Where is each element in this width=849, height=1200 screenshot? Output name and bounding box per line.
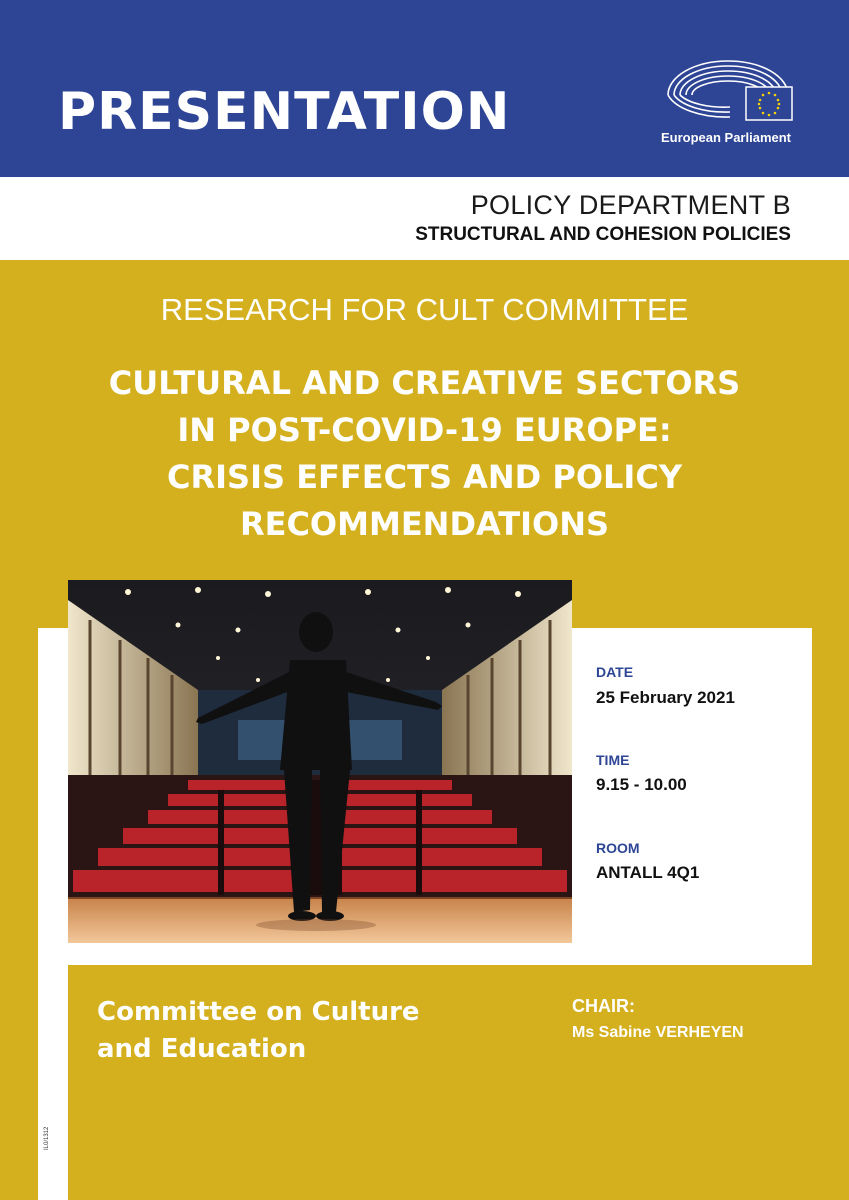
room-value: ANTALL 4Q1 <box>596 863 700 882</box>
committee-line: Committee on Culture <box>97 997 420 1027</box>
department-subtitle: STRUCTURAL AND COHESION POLICIES <box>415 224 791 245</box>
main-title <box>40 360 809 548</box>
committee-name <box>97 994 497 1068</box>
chair-label: CHAIR: <box>572 996 635 1016</box>
page-title: PRESENTATION <box>58 82 511 142</box>
side-strip <box>38 965 68 1200</box>
time-value: 9.15 - 10.00 <box>596 775 687 794</box>
time-label: TIME <box>596 752 630 768</box>
main-title-line: RECOMMENDATIONS <box>239 505 610 543</box>
chair-name: Ms Sabine VERHEYEN <box>572 1024 744 1041</box>
room-label: ROOM <box>596 840 640 856</box>
date-label: DATE <box>596 664 634 680</box>
research-heading: RESEARCH FOR CULT COMMITTEE <box>160 292 689 327</box>
logo-text: European Parliament <box>660 130 792 145</box>
main-title-line: IN POST-COVID-19 EUROPE: <box>177 411 672 449</box>
committee-line: and Education <box>97 1034 307 1064</box>
date-value: 25 February 2021 <box>596 688 735 707</box>
main-title-line: CRISIS EFFECTS AND POLICY <box>167 458 682 496</box>
main-title-line: CULTURAL AND CREATIVE SECTORS <box>108 364 741 402</box>
theatre-stage-photo <box>68 580 572 943</box>
document-code: IL0/1312 <box>44 1126 50 1150</box>
department-name: POLICY DEPARTMENT B <box>470 190 791 220</box>
